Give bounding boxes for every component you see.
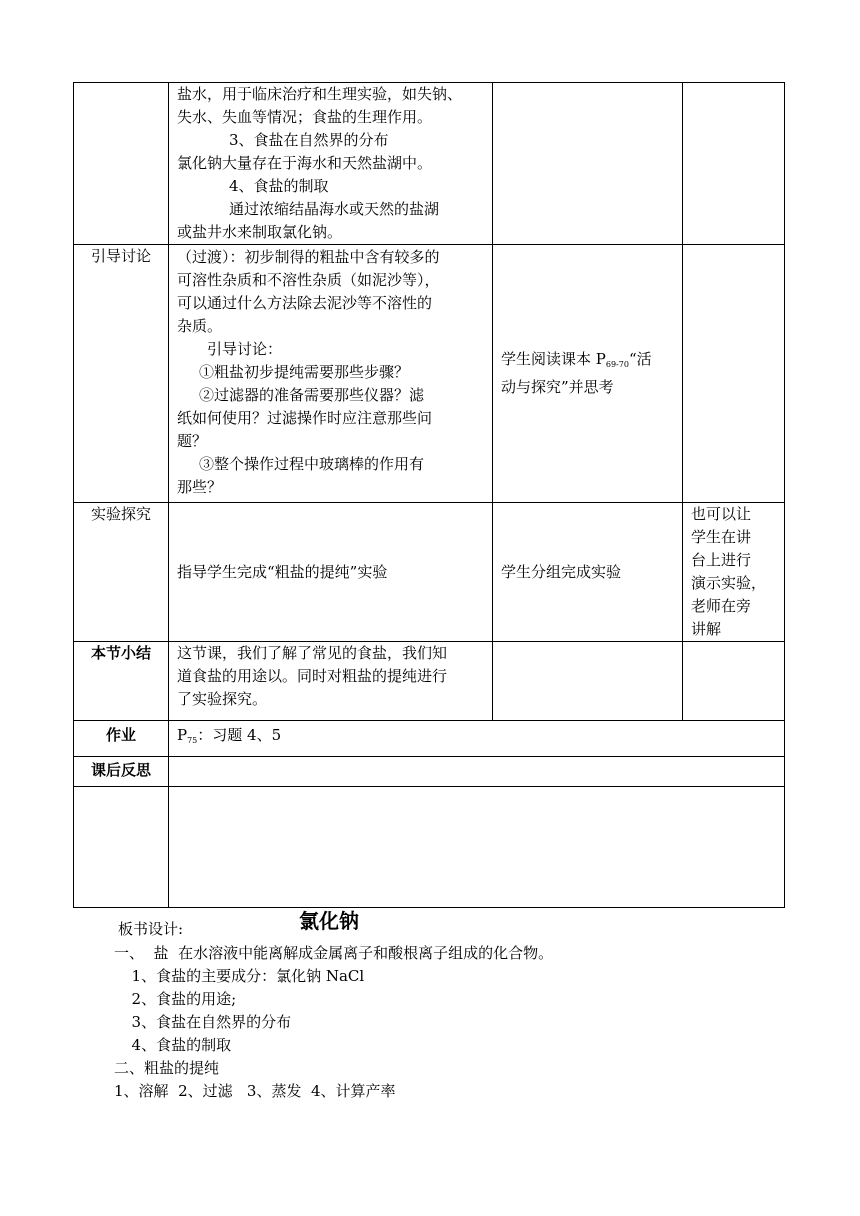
text-line: 失水、失血等情况；食盐的生理作用。 (177, 108, 433, 126)
student-activity: 学生分组完成实验 (501, 562, 622, 581)
text-line: 可溶性杂质和不溶性杂质（如泥沙等）， (177, 271, 440, 289)
row3-teacher-cell (169, 503, 493, 642)
teacher-activity: 指导学生完成“粗盐的提纯”实验 (177, 562, 388, 581)
homework-text: $P_{75}$：习题 4、5 (177, 726, 282, 745)
text-line: 盐水，用于临床治疗和生理实验，如失钠、 (177, 85, 463, 103)
row1-teacher-cell (169, 83, 493, 245)
text-line: ②过滤器的准备需要那些仪器？滤 (199, 386, 425, 404)
text-line: ①粗盐初步提纯需要那些步骤？ (199, 363, 410, 381)
board-line: 2、食盐的用途; (122, 990, 237, 1008)
text-line: 那些？ (177, 478, 223, 496)
table-row (74, 503, 785, 642)
text-line: 这节课，我们了解了常见的食盐，我们知 (177, 644, 448, 662)
student-activity-line: 动与探究”并思考 (501, 378, 614, 396)
row3-note-cell (683, 503, 785, 642)
text-line: 通过浓缩结晶海水或天然的盐湖 (229, 200, 440, 218)
row6-label-cell (74, 757, 169, 787)
text-line: 氯化钠大量存在于海水和天然盐湖中。 (177, 154, 433, 172)
row1-label-cell (74, 83, 169, 245)
student-activity-line: 学生阅读课本 $P_{69-70}“$活 (501, 350, 652, 369)
page-number: 75 (187, 736, 198, 745)
board-lines (112, 942, 812, 1103)
board-line: 1、食盐的主要成分：氯化钠 NaCl (122, 967, 365, 985)
table-row (74, 642, 785, 721)
reflection-label: 课后反思 (90, 761, 151, 779)
table-row (74, 721, 785, 757)
text-line: 杂质。 (177, 317, 223, 335)
text-line: 道食盐的用途以。同时对粗盐的提纯进行 (177, 667, 448, 685)
lesson-plan-table (73, 82, 785, 908)
text-line: 或盐井水来制取氯化钠。 (177, 223, 343, 241)
text-line: （过渡）：初步制得的粗盐中含有较多的 (177, 248, 440, 266)
stage-label: 引导讨论 (90, 247, 151, 265)
text-line: ③整个操作过程中玻璃棒的作用有 (199, 455, 425, 473)
text-line: 3、食盐在自然界的分布 (229, 131, 389, 149)
board-title: 氯化钠 (299, 909, 359, 933)
summary-label: 本节小结 (90, 644, 151, 662)
board-label: 板书设计: (118, 920, 184, 938)
row3-student-cell (493, 503, 683, 642)
row2-student-cell (493, 245, 683, 503)
text-line: 纸如何使用？过滤操作时应注意那些问 (177, 409, 433, 427)
stage-label: 实验探究 (90, 505, 151, 523)
board-line: 3、食盐在自然界的分布 (122, 1013, 292, 1031)
text-line: 4、食盐的制取 (229, 177, 329, 195)
row7-label-cell (74, 787, 169, 908)
row4-note-cell (683, 642, 785, 721)
row2-note-cell (683, 245, 785, 503)
row4-teacher-cell (169, 642, 493, 721)
board-line: 4、食盐的制取 (122, 1036, 232, 1054)
page-range: 69-70 (605, 360, 629, 369)
row6-content-cell (169, 757, 785, 787)
table-row (74, 245, 785, 503)
board-line: 二、粗盐的提纯 (114, 1059, 220, 1077)
note-line: 老师在旁 (691, 597, 752, 615)
blackboard-design (112, 908, 812, 1103)
text-line: 题？ (177, 432, 208, 450)
row2-label-cell (74, 245, 169, 503)
note-line: 也可以让 (691, 505, 752, 523)
table-row (74, 787, 785, 908)
row2-teacher-cell (169, 245, 493, 503)
row1-note-cell (683, 83, 785, 245)
note-line: 台上进行 (691, 551, 752, 569)
board-line: 一、 盐 在水溶液中能离解成金属离子和酸根离子组成的化合物。 (114, 944, 554, 962)
text-line: 引导讨论： (207, 340, 283, 358)
row5-content-cell (169, 721, 785, 757)
note-line: 演示实验， (691, 574, 767, 592)
row4-student-cell (493, 642, 683, 721)
row7-content-cell (169, 787, 785, 908)
note-line: 讲解 (691, 620, 722, 638)
table-row (74, 757, 785, 787)
row3-label-cell (74, 503, 169, 642)
text-line: 了实验探究。 (177, 690, 268, 708)
homework-label: 作业 (105, 726, 136, 744)
table-row (74, 83, 785, 245)
row5-label-cell (74, 721, 169, 757)
row1-student-cell (493, 83, 683, 245)
board-line: 1、溶解 2、过滤 3、蒸发 4、计算产率 (114, 1082, 396, 1100)
board-header (112, 908, 812, 942)
text-line: 可以通过什么方法除去泥沙等不溶性的 (177, 294, 433, 312)
note-line: 学生在讲 (691, 528, 752, 546)
row4-label-cell (74, 642, 169, 721)
